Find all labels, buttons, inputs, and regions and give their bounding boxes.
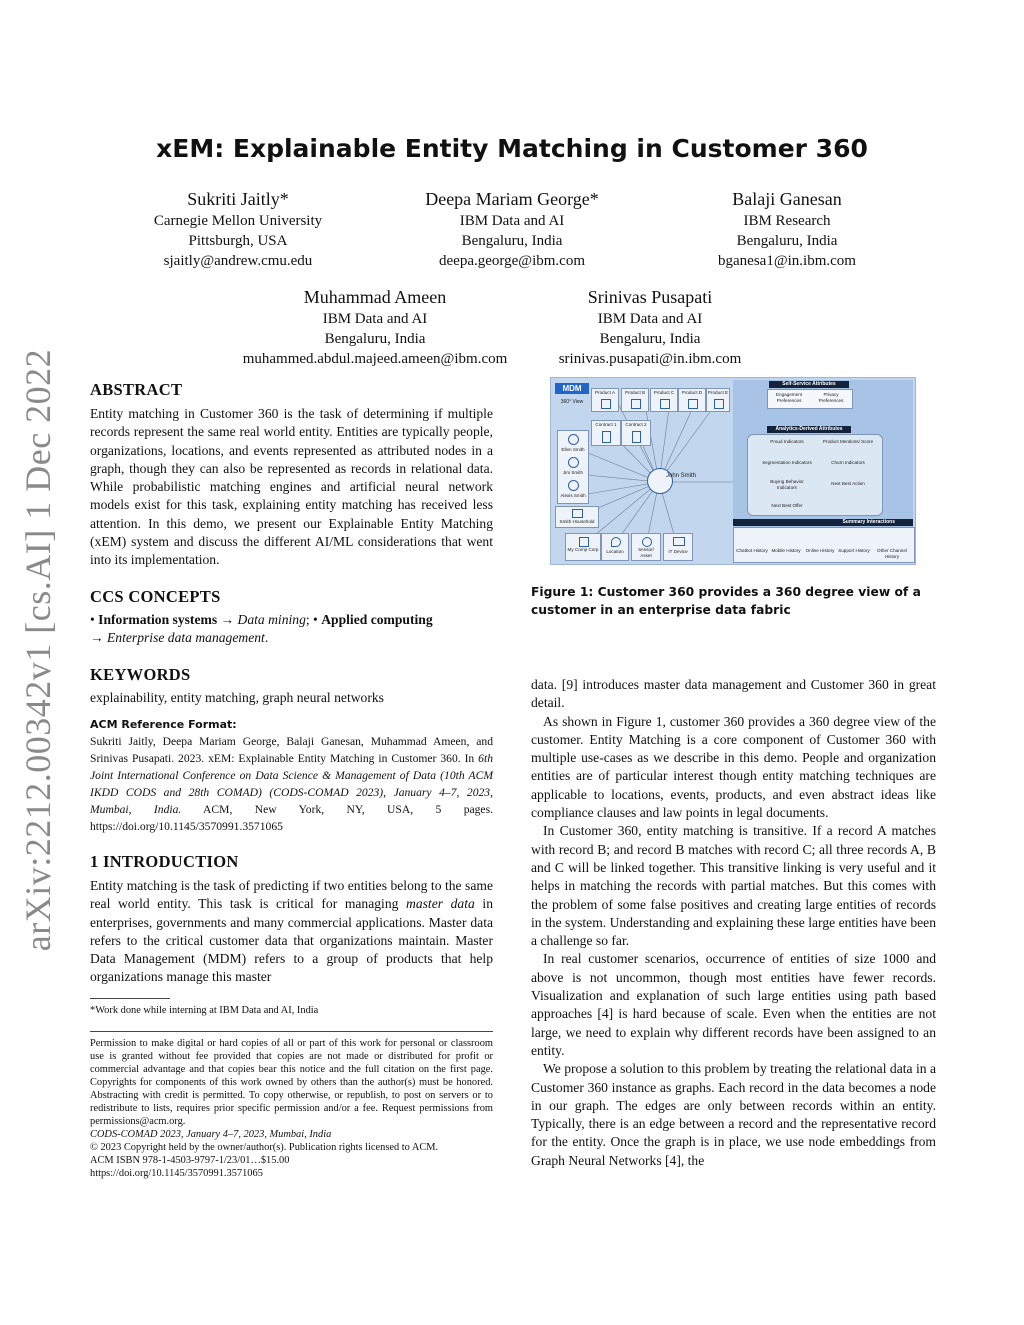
acm-ref-text: Sukriti Jaitly, Deepa Mariam George, Balaji Ganesan, Muhammad Ameen, and Srinivas Pusapati. 2023. xEM: Explainable Entity Matching in Customer 360. In [90, 735, 493, 765]
summary-bar [733, 519, 913, 526]
figure-caption: Figure 1: Customer 360 provides a 360 degree view of a customer in an enterprise data fabric [531, 585, 921, 617]
attribute-label: Engagement Preferences [775, 392, 803, 403]
bottom-item-label: Location [606, 549, 624, 554]
contract-box [591, 420, 621, 446]
product-icon [601, 399, 611, 409]
laptop-icon [673, 537, 685, 546]
author-email: deepa.george@ibm.com [439, 253, 585, 269]
people-group [557, 430, 589, 504]
author-location: Bengaluru, India [599, 331, 701, 347]
figure-customer-360 [550, 377, 916, 565]
bottom-item [631, 533, 661, 561]
acm-ref-text: ACM, New York, NY, USA, 5 pages. https://doi.org/10.1145/3570991.3571065 [90, 803, 493, 833]
right-column-text [531, 676, 936, 1170]
sensor-icon [642, 537, 652, 547]
contract-label: Contract 1 [595, 422, 617, 427]
abstract-heading: ABSTRACT [90, 380, 183, 399]
person-icon [568, 434, 579, 445]
attribute-label: Product Mentions/ Score [822, 439, 874, 444]
person-label: Ellen Smith [561, 447, 585, 452]
attribute-label: Buying Behavior Indicators [770, 479, 804, 490]
author-email: bganesa1@in.ibm.com [718, 253, 856, 269]
product-label: Product A [595, 390, 615, 395]
contract-label: Contract 2 [625, 422, 647, 427]
author-name: Sukriti Jaitly* [187, 189, 289, 209]
self-service-title: Self-Service Attributes [769, 381, 849, 388]
author-block-1 [118, 187, 358, 271]
view-label: 360° View [560, 399, 584, 405]
location-icon [611, 537, 621, 547]
summary-box [733, 527, 915, 563]
attribute-label: Segmentation Indicators [762, 460, 812, 465]
attribute-label: Next Best Action [831, 481, 865, 486]
keywords-text: explainability, entity matching, graph neural networks [90, 690, 384, 705]
interaction-label: Support History [838, 548, 870, 553]
document-icon [602, 431, 611, 443]
permission-text: Permission to make digital or hard copies of all or part of this work for personal or classroom use is granted without fee provided that copies are not made or distributed for profit or commercial advantage and that copies bear this notice and the full citation on the first page. Copyrights for components of this work owned by others than the author(s) must be honored. Abstracting with credit is permitted. To copy otherwise, or republish, to post on servers or to redistribute to lists, requires prior specific permission and/or a fee. Request permissions from permissions@acm.org. [90, 1038, 493, 1127]
author-block-2 [392, 187, 632, 271]
conference-line: CODS-COMAD 2023, January 4–7, 2023, Mumbai, India [90, 1129, 332, 1140]
interaction-label: Mobile History [771, 548, 801, 553]
product-box [678, 388, 706, 412]
ccs-concepts: • Information systems → Data mining; • Applied computing → Enterprise data management. [90, 612, 433, 646]
product-box [591, 388, 619, 412]
author-affiliation: IBM Data and AI [597, 311, 703, 327]
household-box [555, 506, 599, 528]
bottom-item-label: IT Device [668, 549, 688, 554]
product-label: Product C [653, 390, 675, 395]
bottom-item [601, 533, 629, 561]
paragraph: As shown in Figure 1, customer 360 provides a 360 degree view of the customer. Entity Matching is a core component of Customer 360 with multiple use-cases as we describe in this demo. People and organization entities are of particular interest though entity matching techniques are applicable to locations, events, products, and even abstract ideas like compliance clauses and law points in legal documents. [531, 713, 936, 821]
intro-paragraph [90, 877, 493, 987]
author-name: Srinivas Pusapati [587, 287, 713, 307]
arxiv-stamp [14, 348, 62, 952]
footnote-rule [90, 998, 170, 999]
intro-text: in enterprises, governments and many commercial applications. Master data refers to the critical customer data that organizations maintain. Master Data Management (MDM) refers to a group of products that help organizations manage this master [90, 896, 493, 985]
product-icon [660, 399, 670, 409]
author-affiliation: IBM Research [743, 213, 831, 229]
product-box [706, 388, 730, 412]
author-email: muhammed.abdul.majeed.ameen@ibm.com [242, 351, 508, 367]
ccs-term: Enterprise data management [107, 630, 265, 646]
author-name: Balaji Ganesan [732, 189, 842, 209]
person-icon [568, 457, 579, 468]
paragraph: In Customer 360, entity matching is transitive. If a record A matches with record B; and record B matches with record C; all three records A, B and C will be linked together. This transitive linking is very useful and it helps in matching the records with partial matches. But this comes with the problem of some false positives and creating large entities of records in the system. Understanding and explaining these large entities have been a challenge so far. [531, 823, 936, 949]
arxiv-stamp-text: arXiv:2212.00342v1 [cs.AI] 1 Dec 2022 [18, 348, 58, 952]
acm-ref-heading: ACM Reference Format: [90, 718, 237, 731]
author-location: Pittsburgh, USA [188, 233, 288, 249]
ccs-term: Data mining [237, 612, 306, 627]
product-icon [714, 399, 724, 409]
intro-heading: 1 INTRODUCTION [90, 852, 239, 871]
author-affiliation: IBM Data and AI [322, 311, 428, 327]
permission-block [90, 1037, 493, 1180]
attribute-label: Next Best Offer [771, 503, 803, 508]
acm-reference [90, 716, 493, 835]
building-icon [579, 537, 589, 547]
acm-ref-venue: 6th Joint International Conference on Data Science & Management of Data (10th ACM IKDD CODS and 28th COMAD) (CODS-COMAD 2023), January 4–7, 2023, Mumbai, India. [90, 752, 493, 816]
house-icon [572, 509, 583, 518]
ccs-heading: CCS CONCEPTS [90, 587, 221, 606]
copyright-line: © 2023 Copyright held by the owner/author(s). Publication rights licensed to ACM. [90, 1142, 439, 1153]
document-icon [632, 431, 641, 443]
bottom-item [565, 533, 601, 561]
author-email: srinivas.pusapati@in.ibm.com [558, 351, 742, 367]
person-label: Jim Smith [562, 470, 584, 475]
author-name: Deepa Mariam George* [425, 189, 599, 209]
paragraph: In real customer scenarios, occurrence of entities of size 1000 and above is not uncommon, though most entities have fewer records. Visualization and explanation of such large entities using path based approaches [4] is hard because of scale. Even when the entities are not large, we need to explain why different records have been assigned to an entity. [531, 951, 936, 1058]
author-block-5 [520, 285, 780, 369]
center-person-icon [647, 468, 673, 494]
abstract-text: Entity matching in Customer 360 is the task of determining if multiple records represent the same real world entity. Entities are typically people, organizations, locations, and events represented as attributed nodes in a graph, though they can also be represented as records in relational data. While probabilistic matching engines and artificial neural network models exist for this task, explaining entity matching has received less attention. In this demo, we present our Explainable Entity Matching (xEM) system and discuss the different AI/ML considerations that went into its implementation. [90, 406, 493, 568]
ccs-term: Information systems [98, 612, 218, 627]
product-icon [631, 399, 641, 409]
product-label: Product E [707, 390, 729, 395]
summary-title: Summary Interactions [842, 519, 895, 525]
product-icon [688, 399, 698, 409]
product-box [621, 388, 649, 412]
author-affiliation: Carnegie Mellon University [153, 213, 323, 229]
author-location: Bengaluru, India [736, 233, 838, 249]
bottom-item-label: Sensor/ Asset [638, 547, 654, 558]
author-block-3 [667, 187, 907, 271]
footnote: *Work done while interning at IBM Data and AI, India [90, 1005, 319, 1016]
self-service-box [767, 389, 853, 409]
doi-line: https://doi.org/10.1145/3570991.3571065 [90, 1168, 263, 1179]
contract-box [621, 420, 651, 446]
center-person-label: John Smith [665, 473, 696, 479]
bottom-item [663, 533, 693, 561]
paragraph: We propose a solution to this problem by treating the relational data in a Customer 360 instance as graphs. Each record in the data becomes a node in our graph. The edges are only between records within an entity. Typically, there is an edge between a record and the representative record for the entity. Once the graph is in place, we use node embeddings from Graph Neural Networks [4], the [531, 1061, 936, 1168]
author-location: Bengaluru, India [461, 233, 563, 249]
product-box [650, 388, 678, 412]
author-block-4 [240, 285, 510, 369]
interaction-label: Other Channel History [877, 548, 907, 559]
keywords-heading: KEYWORDS [90, 665, 191, 684]
ccs-term: Applied computing [321, 612, 433, 627]
paragraph: data. [9] introduces master data management and Customer 360 in great detail. [531, 677, 936, 711]
author-location: Bengaluru, India [324, 331, 426, 347]
author-name: Muhammad Ameen [303, 287, 447, 307]
paper-title: xEM: Explainable Entity Matching in Customer 360 [156, 134, 868, 163]
intro-emphasis: master data [406, 896, 475, 912]
bottom-item-label: My Comp Corp [567, 547, 599, 552]
person-icon [568, 480, 579, 491]
person-label: Alexis Smith [560, 493, 586, 498]
analytics-box [747, 434, 883, 516]
interaction-label: Chatbot History [736, 548, 768, 553]
product-label: Product B [624, 390, 646, 395]
analytics-title: Analytics-Derived Attributes [767, 426, 851, 433]
household-label: Smith Household [559, 519, 595, 524]
permission-rule [90, 1031, 493, 1032]
attribute-label: Privacy Preferences [818, 392, 844, 403]
intro-text: Entity matching is the task of predicting if two entities belong to the same real world entity. This task is critical for managing [90, 878, 493, 912]
attribute-label: Proud Indicators [770, 439, 804, 444]
author-affiliation: IBM Data and AI [459, 213, 565, 229]
interaction-label: Online History [805, 548, 835, 553]
author-email: sjaitly@andrew.cmu.edu [163, 253, 313, 269]
isbn-line: ACM ISBN 978-1-4503-9797-1/23/01…$15.00 [90, 1155, 290, 1166]
product-label: Product D [681, 390, 703, 395]
attribute-label: Churn Indicators [831, 460, 865, 465]
mdm-badge: MDM [555, 383, 589, 394]
